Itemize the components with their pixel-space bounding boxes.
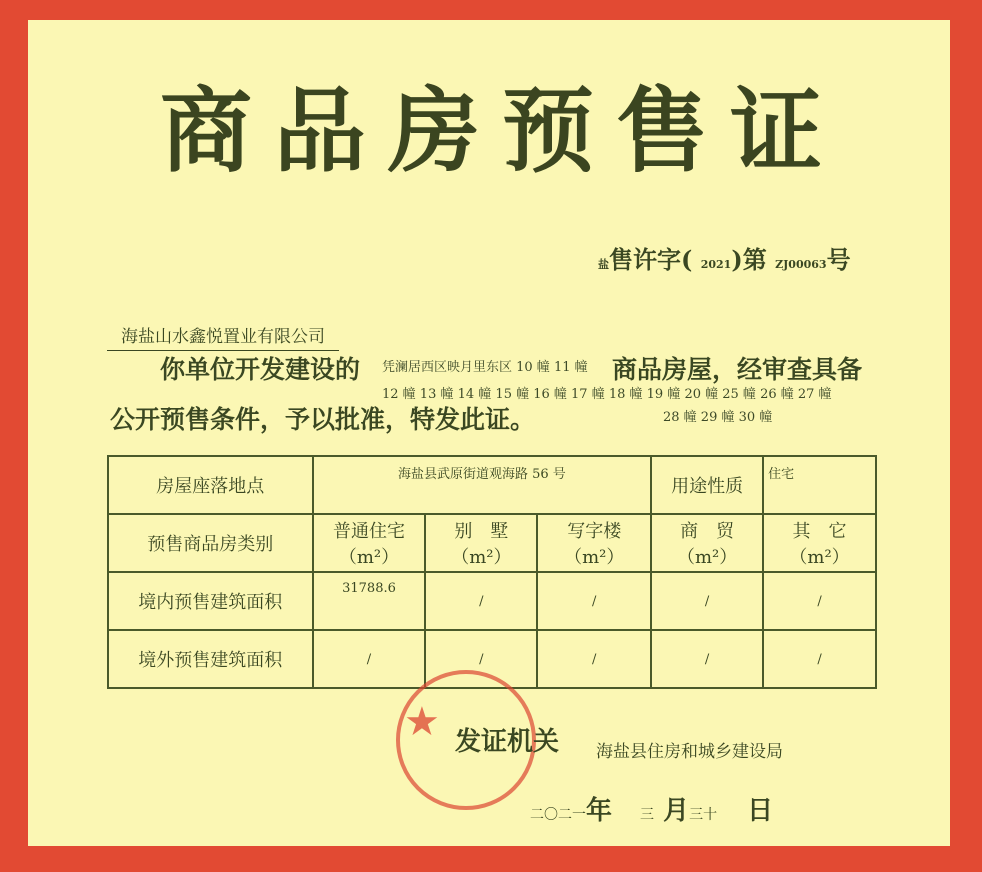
permit-number: 盐售许字( 2021)第 ZJ00063号 xyxy=(598,245,851,274)
location-label: 房屋座落地点 xyxy=(108,456,313,514)
project-line3: 28 幢 29 幢 30 幢 xyxy=(663,410,773,425)
body-line1-end: 商品房屋，经审查具备 xyxy=(612,355,863,384)
column-header: 别 墅 （m²） xyxy=(425,514,537,572)
issuer-name: 海盐县住房和城乡建设局 xyxy=(596,742,783,762)
project-line2: 12 幢 13 幢 14 幢 15 幢 16 幢 17 幢 18 幢 19 幢 20 幢 25 幢 26 幢 27 幢 xyxy=(382,387,832,402)
use-value: 住宅 xyxy=(763,456,876,514)
column-header: 写字楼 （m²） xyxy=(537,514,651,572)
project-line1: 凭澜居西区映月里东区 10 幢 11 幢 xyxy=(382,360,588,375)
location-value: 海盐县武原街道观海路 56 号 xyxy=(313,456,652,514)
certificate-title: 商品房预售证 xyxy=(160,78,845,185)
type-label: 预售商品房类别 xyxy=(108,514,313,572)
body-line2: 公开预售条件，予以批准，特发此证。 xyxy=(110,405,536,434)
presale-table xyxy=(107,455,877,689)
table-row: 境内预售建筑面积 31788.6 / / / / xyxy=(108,572,876,630)
company-name: 海盐山水鑫悦置业有限公司 xyxy=(107,322,339,351)
column-header: 商 贸 （m²） xyxy=(651,514,763,572)
body-line1: 你单位开发建设的 xyxy=(160,355,361,384)
issue-date: 二〇二一年 三 月三十 日 xyxy=(530,796,774,826)
column-header: 普通住宅 （m²） xyxy=(313,514,426,572)
column-header: 其 它 （m²） xyxy=(763,514,876,572)
table-row: 境外预售建筑面积 / / / / / xyxy=(108,630,876,688)
seal-star-icon: ★ xyxy=(404,699,440,745)
issuer-label: 发证机关 xyxy=(455,727,560,757)
use-label: 用途性质 xyxy=(651,456,763,514)
